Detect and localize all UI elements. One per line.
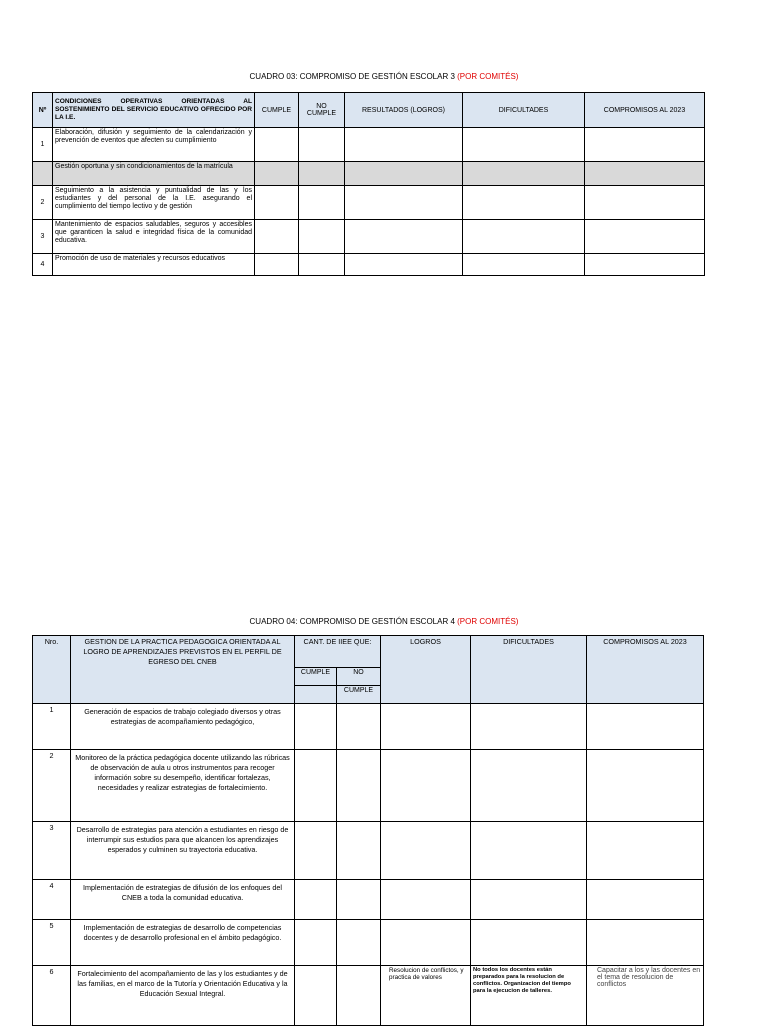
header-gestion: GESTION DE LA PRACTICA PEDAGOGICA ORIENTADA AL LOGRO DE APRENDIZAJES PREVISTOS EN EL PERFIL DE EGRESO DEL CNEB (71, 636, 295, 704)
header-compromisos: COMPROMISOS AL 2023 (585, 93, 705, 128)
cell-no-cumple[interactable] (299, 186, 345, 220)
cell-cumple[interactable] (295, 704, 337, 750)
cell-no-cumple[interactable] (299, 254, 345, 276)
table-row (33, 920, 704, 966)
row-text: Monitoreo de la práctica pedagógica docente utilizando las rúbricas de observación de aula u otros instrumentos para recoger información sobre su desempeño, identificar fortalezas, necesidades y realizar estrategias de fortalecimiento. (71, 750, 295, 822)
header-cumple: CUMPLE (255, 93, 299, 128)
row-text: Mantenimiento de espacios saludables, seguros y accesibles que garanticen la salud e integridad física de la comunidad educativa. (53, 220, 255, 254)
cuadro3-table (32, 92, 705, 276)
cell-compromisos[interactable] (585, 186, 705, 220)
cell-compromisos[interactable] (585, 220, 705, 254)
cell-cumple[interactable] (295, 880, 337, 920)
row-num: 1 (33, 704, 71, 750)
row-text: Implementación de estrategias de difusión de los enfoques del CNEB a toda la comunidad educativa. (71, 880, 295, 920)
table-row (33, 186, 705, 220)
cell-logros[interactable] (381, 822, 471, 880)
cell-dificultades[interactable] (471, 822, 587, 880)
header-num: Nro. (33, 636, 71, 704)
row-num: 4 (33, 254, 53, 276)
cuadro3-caption-main: CUADRO 03: COMPROMISO DE GESTIÓN ESCOLAR 3 (249, 72, 458, 81)
cell-logros[interactable] (381, 920, 471, 966)
cell-no-cumple[interactable] (337, 880, 381, 920)
cuadro4-header-row (33, 636, 704, 668)
cell-cumple[interactable] (255, 162, 299, 186)
cell-dificultades[interactable] (471, 704, 587, 750)
row-num (33, 162, 53, 186)
row-text: Desarrollo de estrategias para atención a estudiantes en riesgo de interrumpir sus estudios para que alcancen los aprendizajes esperados y culminen su trayectoria educativa. (71, 822, 295, 880)
header-no-cumple: CUMPLE (337, 686, 381, 704)
cell-compromisos[interactable] (587, 750, 704, 822)
cell-dificultades[interactable] (471, 750, 587, 822)
cell-dificultades[interactable] (463, 128, 585, 162)
cell-dificultades[interactable]: No todos los docentes están preparados para la resolucion de conflictos. Organizacion del tiempo para la ejecucion de talleres. (471, 966, 587, 1026)
header-cumple: CUMPLE (295, 668, 337, 686)
cell-cumple[interactable] (255, 186, 299, 220)
table-row (33, 880, 704, 920)
cell-compromisos[interactable] (587, 822, 704, 880)
cuadro3-header-row (33, 93, 705, 128)
cell-compromisos[interactable] (585, 128, 705, 162)
table-row (33, 220, 705, 254)
header-dificultades: DIFICULTADES (471, 636, 587, 704)
header-dificultades: DIFICULTADES (463, 93, 585, 128)
row-text: Gestión oportuna y sin condicionamientos de la matrícula (53, 162, 255, 186)
row-text: Seguimiento a la asistencia y puntualidad de las y los estudiantes y del personal de la I.E. asegurando el cumplimiento del tiempo lectivo y de gestión (53, 186, 255, 220)
cuadro3-caption-highlight: (POR COMITÉS) (457, 72, 519, 81)
header-cant: CANT. DE IIEE QUE: (295, 636, 381, 668)
header-no: NO (337, 668, 381, 686)
header-resultados: RESULTADOS (LOGROS) (345, 93, 463, 128)
header-condiciones: CONDICIONES OPERATIVAS ORIENTADAS AL SOSTENIMIENTO DEL SERVICIO EDUCATIVO OFRECIDO POR LA I.E. (53, 93, 255, 128)
table-row (33, 822, 704, 880)
cell-resultados[interactable] (345, 162, 463, 186)
row-text: Implementación de estrategias de desarrollo de competencias docentes y de desarrollo profesional en el ámbito pedagógico. (71, 920, 295, 966)
cell-cumple[interactable] (295, 822, 337, 880)
cell-dificultades[interactable] (471, 880, 587, 920)
row-num: 4 (33, 880, 71, 920)
cell-no-cumple[interactable] (337, 966, 381, 1026)
cell-no-cumple[interactable] (337, 750, 381, 822)
cell-logros[interactable] (381, 704, 471, 750)
cell-compromisos[interactable]: Capacitar a los y las docentes en el tema de resolucion de conflictos (587, 966, 704, 1026)
cell-compromisos[interactable] (585, 162, 705, 186)
cell-no-cumple[interactable] (337, 920, 381, 966)
cell-resultados[interactable] (345, 186, 463, 220)
cell-dificultades[interactable] (463, 186, 585, 220)
cuadro4-caption (0, 617, 768, 626)
header-logros: LOGROS (381, 636, 471, 704)
row-num: 2 (33, 186, 53, 220)
row-num: 6 (33, 966, 71, 1026)
table-row (33, 966, 704, 1026)
row-text: Fortalecimiento del acompañamiento de las y los estudiantes y de las familias, en el marco de la Tutoría y Orientación Educativa y la Educación Sexual Integral. (71, 966, 295, 1026)
cell-cumple[interactable] (295, 966, 337, 1026)
header-num: Nº (33, 93, 53, 128)
cuadro4-table (32, 635, 704, 1026)
cell-no-cumple[interactable] (299, 128, 345, 162)
cuadro3-caption (0, 72, 768, 81)
cell-compromisos[interactable] (587, 920, 704, 966)
cuadro4-caption-main: CUADRO 04: COMPROMISO DE GESTIÓN ESCOLAR 4 (249, 617, 458, 626)
cell-cumple[interactable] (255, 220, 299, 254)
table-row (33, 128, 705, 162)
cell-cumple[interactable] (295, 750, 337, 822)
cell-cumple[interactable] (295, 920, 337, 966)
cell-no-cumple[interactable] (299, 220, 345, 254)
cell-cumple[interactable] (255, 128, 299, 162)
row-text: Elaboración, difusión y seguimiento de la calendarización y prevención de eventos que afecten su cumplimiento (53, 128, 255, 162)
cell-no-cumple[interactable] (299, 162, 345, 186)
cell-compromisos[interactable] (587, 704, 704, 750)
cell-dificultades[interactable] (463, 220, 585, 254)
row-num: 3 (33, 220, 53, 254)
row-num: 1 (33, 128, 53, 162)
row-num: 3 (33, 822, 71, 880)
cell-dificultades[interactable] (463, 162, 585, 186)
cell-logros[interactable] (381, 880, 471, 920)
cell-resultados[interactable] (345, 128, 463, 162)
cell-no-cumple[interactable] (337, 704, 381, 750)
cell-dificultades[interactable] (463, 254, 585, 276)
cell-cumple[interactable] (255, 254, 299, 276)
cell-resultados[interactable] (345, 220, 463, 254)
table-row (33, 162, 705, 186)
header-compromisos: COMPROMISOS AL 2023 (587, 636, 704, 704)
cell-resultados[interactable] (345, 254, 463, 276)
cell-no-cumple[interactable] (337, 822, 381, 880)
row-num: 5 (33, 920, 71, 966)
table-row (33, 254, 705, 276)
cell-dificultades[interactable] (471, 920, 587, 966)
cuadro4-caption-highlight: (POR COMITÉS) (457, 617, 519, 626)
row-text: Promoción de uso de materiales y recursos educativos (53, 254, 255, 276)
cell-compromisos[interactable] (587, 880, 704, 920)
row-num: 2 (33, 750, 71, 822)
cell-logros[interactable] (381, 750, 471, 822)
row-text: Generación de espacios de trabajo colegiado diversos y otras estrategias de acompañamiento pedagógico, (71, 704, 295, 750)
header-cumple-blank (295, 686, 337, 704)
cell-logros[interactable]: Resolucion de conflictos, y practica de valores (381, 966, 471, 1026)
table-row (33, 704, 704, 750)
header-no-cumple: NO CUMPLE (299, 93, 345, 128)
cell-compromisos[interactable] (585, 254, 705, 276)
table-row (33, 750, 704, 822)
